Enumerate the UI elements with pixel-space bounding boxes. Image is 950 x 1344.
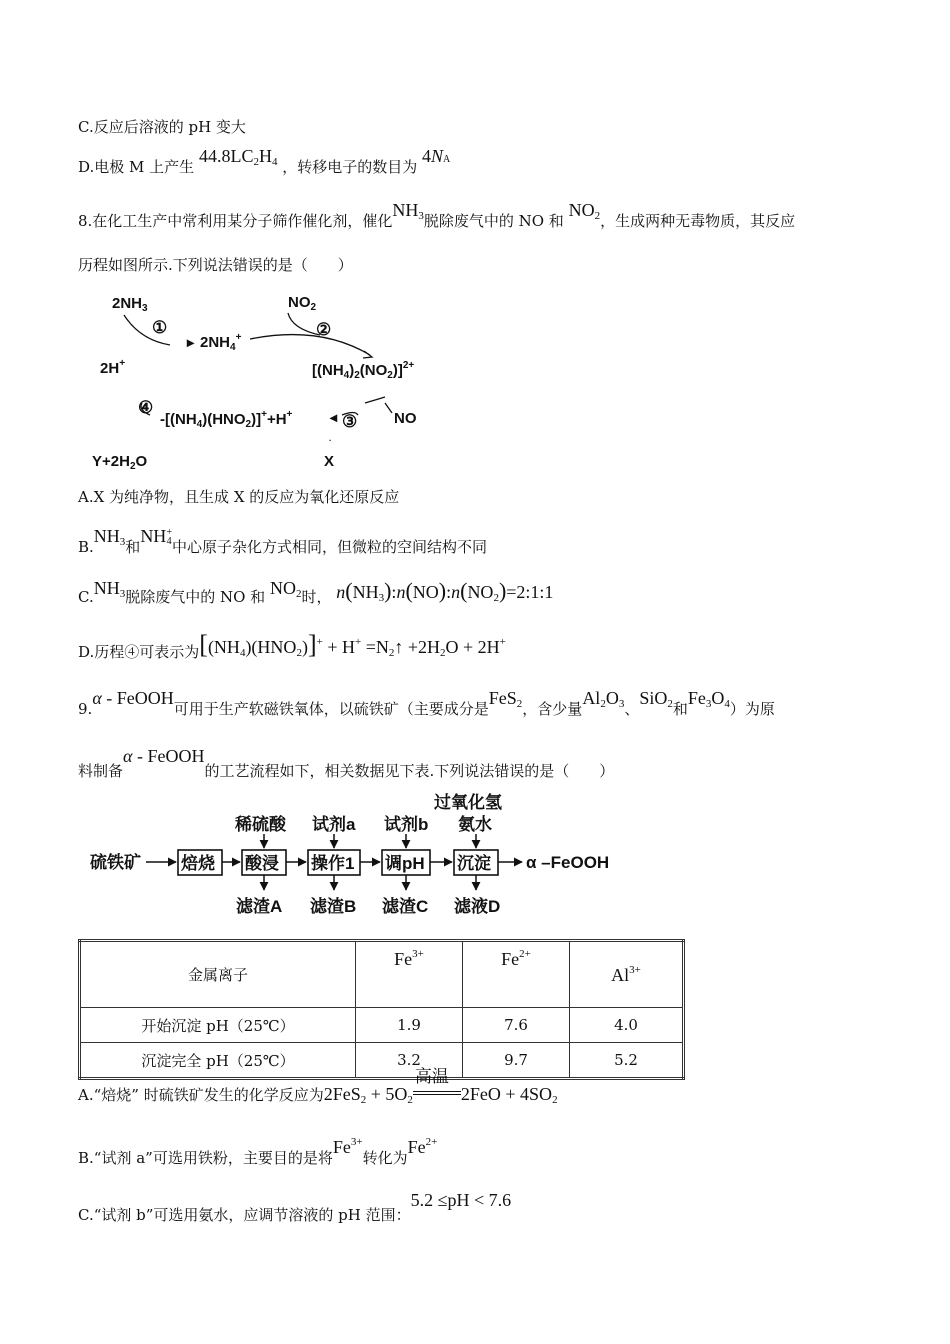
q8-stem-a: 8.在化工生产中常利用某分子筛作催化剂，催化 [78,212,393,230]
table-header-fe2: $Fe^{2+}$ [463,941,570,1008]
diag-step4: ④ [138,398,154,417]
table-row [80,1043,684,1079]
q7-electron-count [422,146,450,166]
q9-a-text: A.“焙烧” 时硫铁矿发生的化学反应为 [78,1086,324,1104]
q7-coef: 4 [422,146,432,166]
q8-d-equation: [(NH4)(HNO2)]+ + H+ =N2↑ +2H2O + 2H+ [199,630,506,659]
q8-stem-line2: 历程如图所示.下列说法错误的是（ ） [78,256,353,274]
q8-d-label: D.历程④可表示为 [78,643,200,661]
q9-stem-c: ，含少量 [522,700,583,718]
q8-stem-b: 脱除废气中的 NO 和 [423,212,564,230]
q9-data-table [78,939,685,1080]
diag-step1: ① [152,318,168,337]
table-cell: 3.2 [356,1043,463,1079]
q9-b-fe3: $Fe^{3+}$ [332,1136,363,1157]
q9-b-text2: 转化为 [362,1149,408,1167]
q9-line2-b: 的工艺流程如下，相关数据见下表.下列说法错误的是（ ） [204,762,615,780]
flow-output-1: 滤渣A [236,897,283,916]
q8-b-label: B. [78,538,94,556]
q9-b-text: B.“试剂 a”可选用铁粉，主要目的是将 [78,1149,333,1167]
q8-b-text: 中心原子杂化方式相同，但微粒的空间结构不同 [171,538,487,556]
q9-stem-d: ）为原 [729,700,775,718]
q8-option-c [78,578,553,607]
q8-b-nh3: NH3 [93,526,126,548]
q7-option-d-formula: 44.8LC2H4 [198,146,278,168]
diag-step2: ② [316,320,332,339]
q7-n: N [431,146,444,166]
table-header-row [80,941,684,1008]
flow-input-1: 稀硫酸 [235,815,286,834]
table-header-cell: 金属离子 [80,941,356,1008]
flow-product: α –FeOOH [526,853,610,872]
flow-start: 硫铁矿 [90,853,141,872]
q7-amount: 44.8L [198,146,242,166]
q9-stem-b: 可用于生产软磁铁氧体，以硫铁矿（主要成分是 [173,700,489,718]
diag-2h: 2H+ [100,358,126,377]
q8-c-no2: NO2 [269,578,302,600]
q8-reaction-diagram [80,285,440,475]
flow-input-4: 过氧化氢 [434,793,502,812]
diag-dot: · [329,436,332,445]
q8-c-text2: 时， [301,588,332,606]
table-header-al3: $Al^{3+}$ [570,941,684,1008]
diag-arrow-left: ◂ [330,409,338,425]
q8-b-and: 和 [125,538,141,556]
flow-output-3: 滤渣C [382,897,429,916]
diag-no: NO [394,410,417,427]
flow-step-2: 酸浸 [245,854,279,873]
flow-step-3: 操作1 [311,854,355,873]
diag-y: $Y+2H_2O$ [92,453,148,472]
flow-input-2: 试剂a [312,815,356,834]
q8-option-d [78,630,506,662]
q7-option-d-text: D.电极 M 上产生 [78,158,195,176]
q9-a-equation: 2FeS2 + 5O2 高温 2FeO + 4SO2 [324,1084,558,1104]
q9-al2o3: Al2O3 [582,688,625,710]
table-header-fe3: $Fe^{3+}$ [356,941,463,1008]
diag-no2: $NO_2$ [288,294,317,313]
q9-option-a [78,1067,558,1106]
q7-option-d-mid: ，转移电子的数目为 [282,158,418,176]
table-cell: 9.7 [463,1043,570,1079]
diag-2nh4: $2NH_4^+$ [200,332,242,353]
q9-flow-chart [90,790,630,920]
q8-c-text: 脱除废气中的 NO 和 [125,588,266,606]
q7-option-c: C.反应后溶液的 pH 变大 [78,118,246,136]
diag-x: X [324,453,335,470]
q8-option-a: A.X 为纯净物，且生成 X 的反应为氧化还原反应 [78,488,400,506]
q8-stem-line1 [78,200,795,231]
table-cell: 1.9 [356,1008,463,1043]
q9-he: 和 [672,700,688,718]
q8-option-b [78,526,487,557]
q8-c-ratio: n(NH3):n(NO):n(NO2)=2:1:1 [336,578,554,604]
table-cell: 4.0 [570,1008,684,1043]
q9-a-condition: 高温 [414,1067,449,1086]
q8-b-nh4: NH + 4 [140,526,172,547]
q9-c-text: C.“试剂 b”可选用氨水，应调节溶液的 pH 范围： [78,1206,411,1224]
q8-c-nh3: NH3 [93,578,126,600]
diag-arrow-head: ▸ [187,334,195,350]
q8-stem-c: ，生成两种无毒物质，其反应 [600,212,796,230]
q9-stem-line2 [78,746,614,781]
flow-step-5: 沉淀 [457,854,491,873]
q9-line2-a: 料制备 [78,762,124,780]
q9-alpha-feooh: α - FeOOH [92,688,174,708]
q9-dun: 、 [624,700,640,718]
q9-sio2: SiO2 [639,688,673,710]
q9-option-c [78,1190,511,1225]
diag-2nh3: $2NH_3$ [112,295,148,314]
flow-step-1: 焙烧 [181,854,215,873]
q8-c-label: C. [78,588,94,606]
table-row-label: 开始沉淀 pH（25℃） [80,1008,356,1043]
q8-no2: NO2 [568,200,601,222]
table-row [80,1008,684,1043]
diag-complex2: $-[(NH_4)(HNO_2)]^++H^+$ [160,409,293,430]
flow-input-5: 氨水 [458,815,492,834]
q9-alpha-feooh-2: α - FeOOH [123,746,205,766]
flow-output-4: 滤液D [454,897,501,916]
flow-step-4: 调pH [385,854,425,873]
q9-stem-line1 [78,688,775,719]
table-cell: 5.2 [570,1043,684,1079]
q9-label: 9. [78,700,93,718]
q9-fe3o4: Fe3O4 [687,688,730,710]
table-row-label: 沉淀完全 pH（25℃） [80,1043,356,1079]
q7-n-sub: A [443,154,451,165]
q8-c-ratio-value: =2:1:1 [506,582,554,602]
q9-c-range: 5.2 ≤pH < 7.6 [410,1190,512,1210]
q9-option-b [78,1136,437,1168]
flow-input-3: 试剂b [384,815,429,834]
q7-option-d [78,146,450,177]
q9-b-fe2: $Fe^{2+}$ [407,1136,438,1157]
q9-fes2: FeS2 [488,688,523,710]
q8-nh3: NH3 [392,200,424,222]
flow-output-2: 滤渣B [310,897,357,916]
diag-step3: ③ [342,412,358,431]
diag-complex1: $[(NH_4)_2(NO_2)]^{2+}$ [312,360,415,381]
table-cell: 7.6 [463,1008,570,1043]
